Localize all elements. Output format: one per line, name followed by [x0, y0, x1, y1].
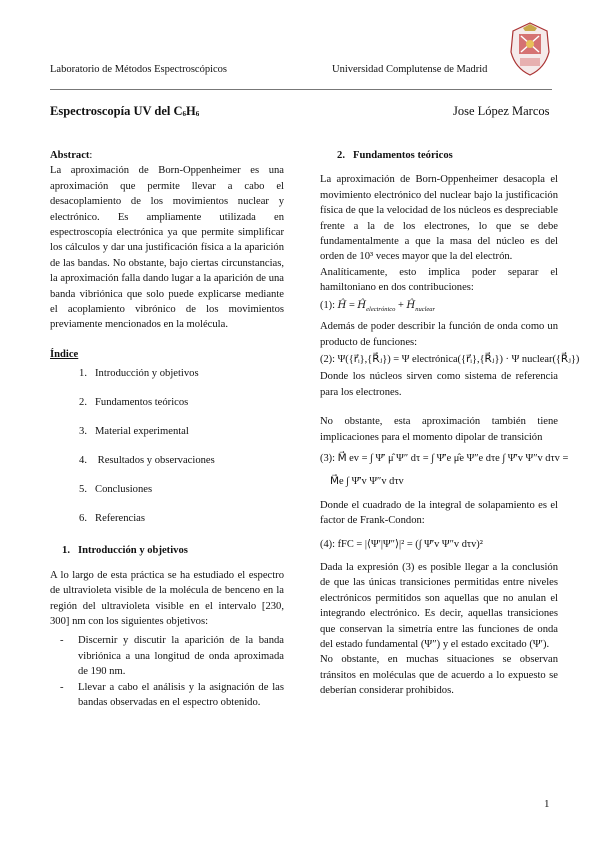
abstract-label: Abstract: [50, 150, 90, 161]
intro-heading: 1. Introducción y objetivos: [62, 545, 188, 557]
equation-3a: (3): M⃗ ev = ∫ Ψ̄′ μ̂ Ψ″ dτ = ∫ Ψ̄′e μ̂e Ψ″e dτe ∫ Ψ̄′v Ψ″v dτv =: [320, 452, 569, 464]
fundamentals-p7: Dada la expresión (3) es posible llegar a la conclusión de que las únicas transiciones permitidas entre niveles electrónicos permitidos son aquellas que no anulan el integrando electrónico. Es decir, aquellas transiciones que conservan la simetría entre las funciones de onda del estado fundamental (Ψ″) y el estado excitado (Ψ′).: [320, 562, 558, 651]
index-item[interactable]: 1. Introducción y objetivos: [79, 368, 199, 380]
index-item[interactable]: 6. Referencias: [79, 513, 145, 525]
fundamentals-p5: No obstante, esta aproximación también tiene implicaciones para el momento dipolar de transición: [320, 416, 558, 443]
left-column: [50, 148, 284, 710]
header-left: Laboratorio de Métodos Espectroscópicos: [50, 64, 227, 75]
index-item[interactable]: 2. Fundamentos teóricos: [79, 397, 189, 409]
list-item: - Llevar a cabo el análisis y la asignación de las bandas observadas en el espectro obtenido.: [60, 681, 284, 708]
abstract: Abstract: La aproximación de Born-Oppenheimer es una aproximación que permite llevar a cabo el desacoplamiento de los movimientos nuclear y electrónico. Es ampliamente utilizada en espectroscopía electrónica ya que permite simplificar los cálculos y dar una justificación física a la aparición de las bandas. No obstante, bajo ciertas circunstancias, la aproximación falla dando lugar a la aparición de una banda vibriónica que solo puede explicarse mediante el acoplamiento vibrónico de los movimientos previamente mencionados en la molécula.: [50, 150, 284, 331]
index-item[interactable]: 3. Material experimental: [79, 426, 189, 438]
fundamentals-p4: Donde los núcleos sirven como sistema de referencia para los electrones.: [320, 371, 558, 398]
author-name: Jose López Marcos: [453, 104, 550, 118]
fundamentals-p8: No obstante, en muchas situaciones se observan tránsitos en moléculas que de acuerdo a lo expuesto se deberían considerar prohibidos.: [320, 654, 558, 697]
index-title: Índice: [50, 348, 79, 360]
ucm-seal-logo: [507, 22, 553, 76]
intro-text: A lo largo de esta práctica se ha estudiado el espectro de ultravioleta visible de la molécula de benceno en la región del ultravioleta visible en el intervalo [230, 300] nm con los siguientes objetivos:: [50, 569, 284, 627]
equation-4: (4): fFC = |⟨Ψ′|Ψ″⟩|² = (∫ Ψ̄′v Ψ″v dτv)²: [320, 538, 483, 550]
header-right: Universidad Complutense de Madrid: [332, 64, 488, 75]
paper-title: Espectroscopía UV del $C_6H_6$: [50, 104, 200, 118]
index-item[interactable]: 5. Conclusiones: [79, 484, 153, 496]
header-rule: [50, 89, 552, 90]
fundamentals-p2: Analíticamente, esto implica poder separar el hamiltoniano en dos contribuciones:: [320, 266, 558, 294]
equation-3b: M⃗e ∫ Ψ̄′v Ψ″v dτv: [330, 476, 404, 488]
index-item[interactable]: 4. Resultados y observaciones: [79, 455, 215, 467]
equation-1: (1): Ĥ = $Ĥ_{electrónico}$ + $Ĥ_{nuclear}$: [320, 299, 436, 313]
abstract-text: La aproximación de Born-Oppenheimer es una aproximación que permite llevar a cabo el desacoplamiento de los movimientos nuclear y electrónico. Es ampliamente utilizada en espectroscopía electrónica ya que permite simplificar los cálculos y dar una justificación física a la aparición de las bandas. No obstante, bajo ciertas circunstancias, la aproximación falla dando lugar a la aparición de una banda vibriónica que solo puede explicarse mediante el acoplamiento vibrónico de los movimientos previamente mencionados en la molécula.: [50, 165, 284, 331]
fundamentals-p6: Donde el cuadrado de la integral de solapamiento es el factor de Frank-Condon:: [320, 499, 558, 527]
equation-2: (2): Ψ({r⃗ᵢ},{R⃗ⱼ}) = Ψ electrónica({r⃗ᵢ},{R⃗ⱼ}) · Ψ nuclear({R⃗ⱼ}): [320, 353, 580, 365]
index-list: [50, 366, 284, 540]
objectives-list: [50, 633, 284, 710]
page-number: 1: [544, 798, 550, 810]
right-column: [320, 148, 580, 699]
fundamentals-p3: Además de poder describir la función de onda como un producto de funciones:: [320, 321, 558, 348]
fundamentals-p1: La aproximación de Born-Oppenheimer desacopla el movimiento electrónico del nuclear bajo la justificación física de que la velocidad de los núcleos es despreciable frente a la de los electrones, lo que se debe fundamentalmente a que la masa del núcleo es del orden de 10³ veces mayor que la del electrón.: [320, 174, 558, 263]
fundamentals-heading: 2. Fundamentos teóricos: [337, 150, 453, 161]
list-item: - Discernir y discutir la aparición de la banda vibriónica a una longitud de onda aproximada de 190 nm.: [60, 635, 284, 678]
